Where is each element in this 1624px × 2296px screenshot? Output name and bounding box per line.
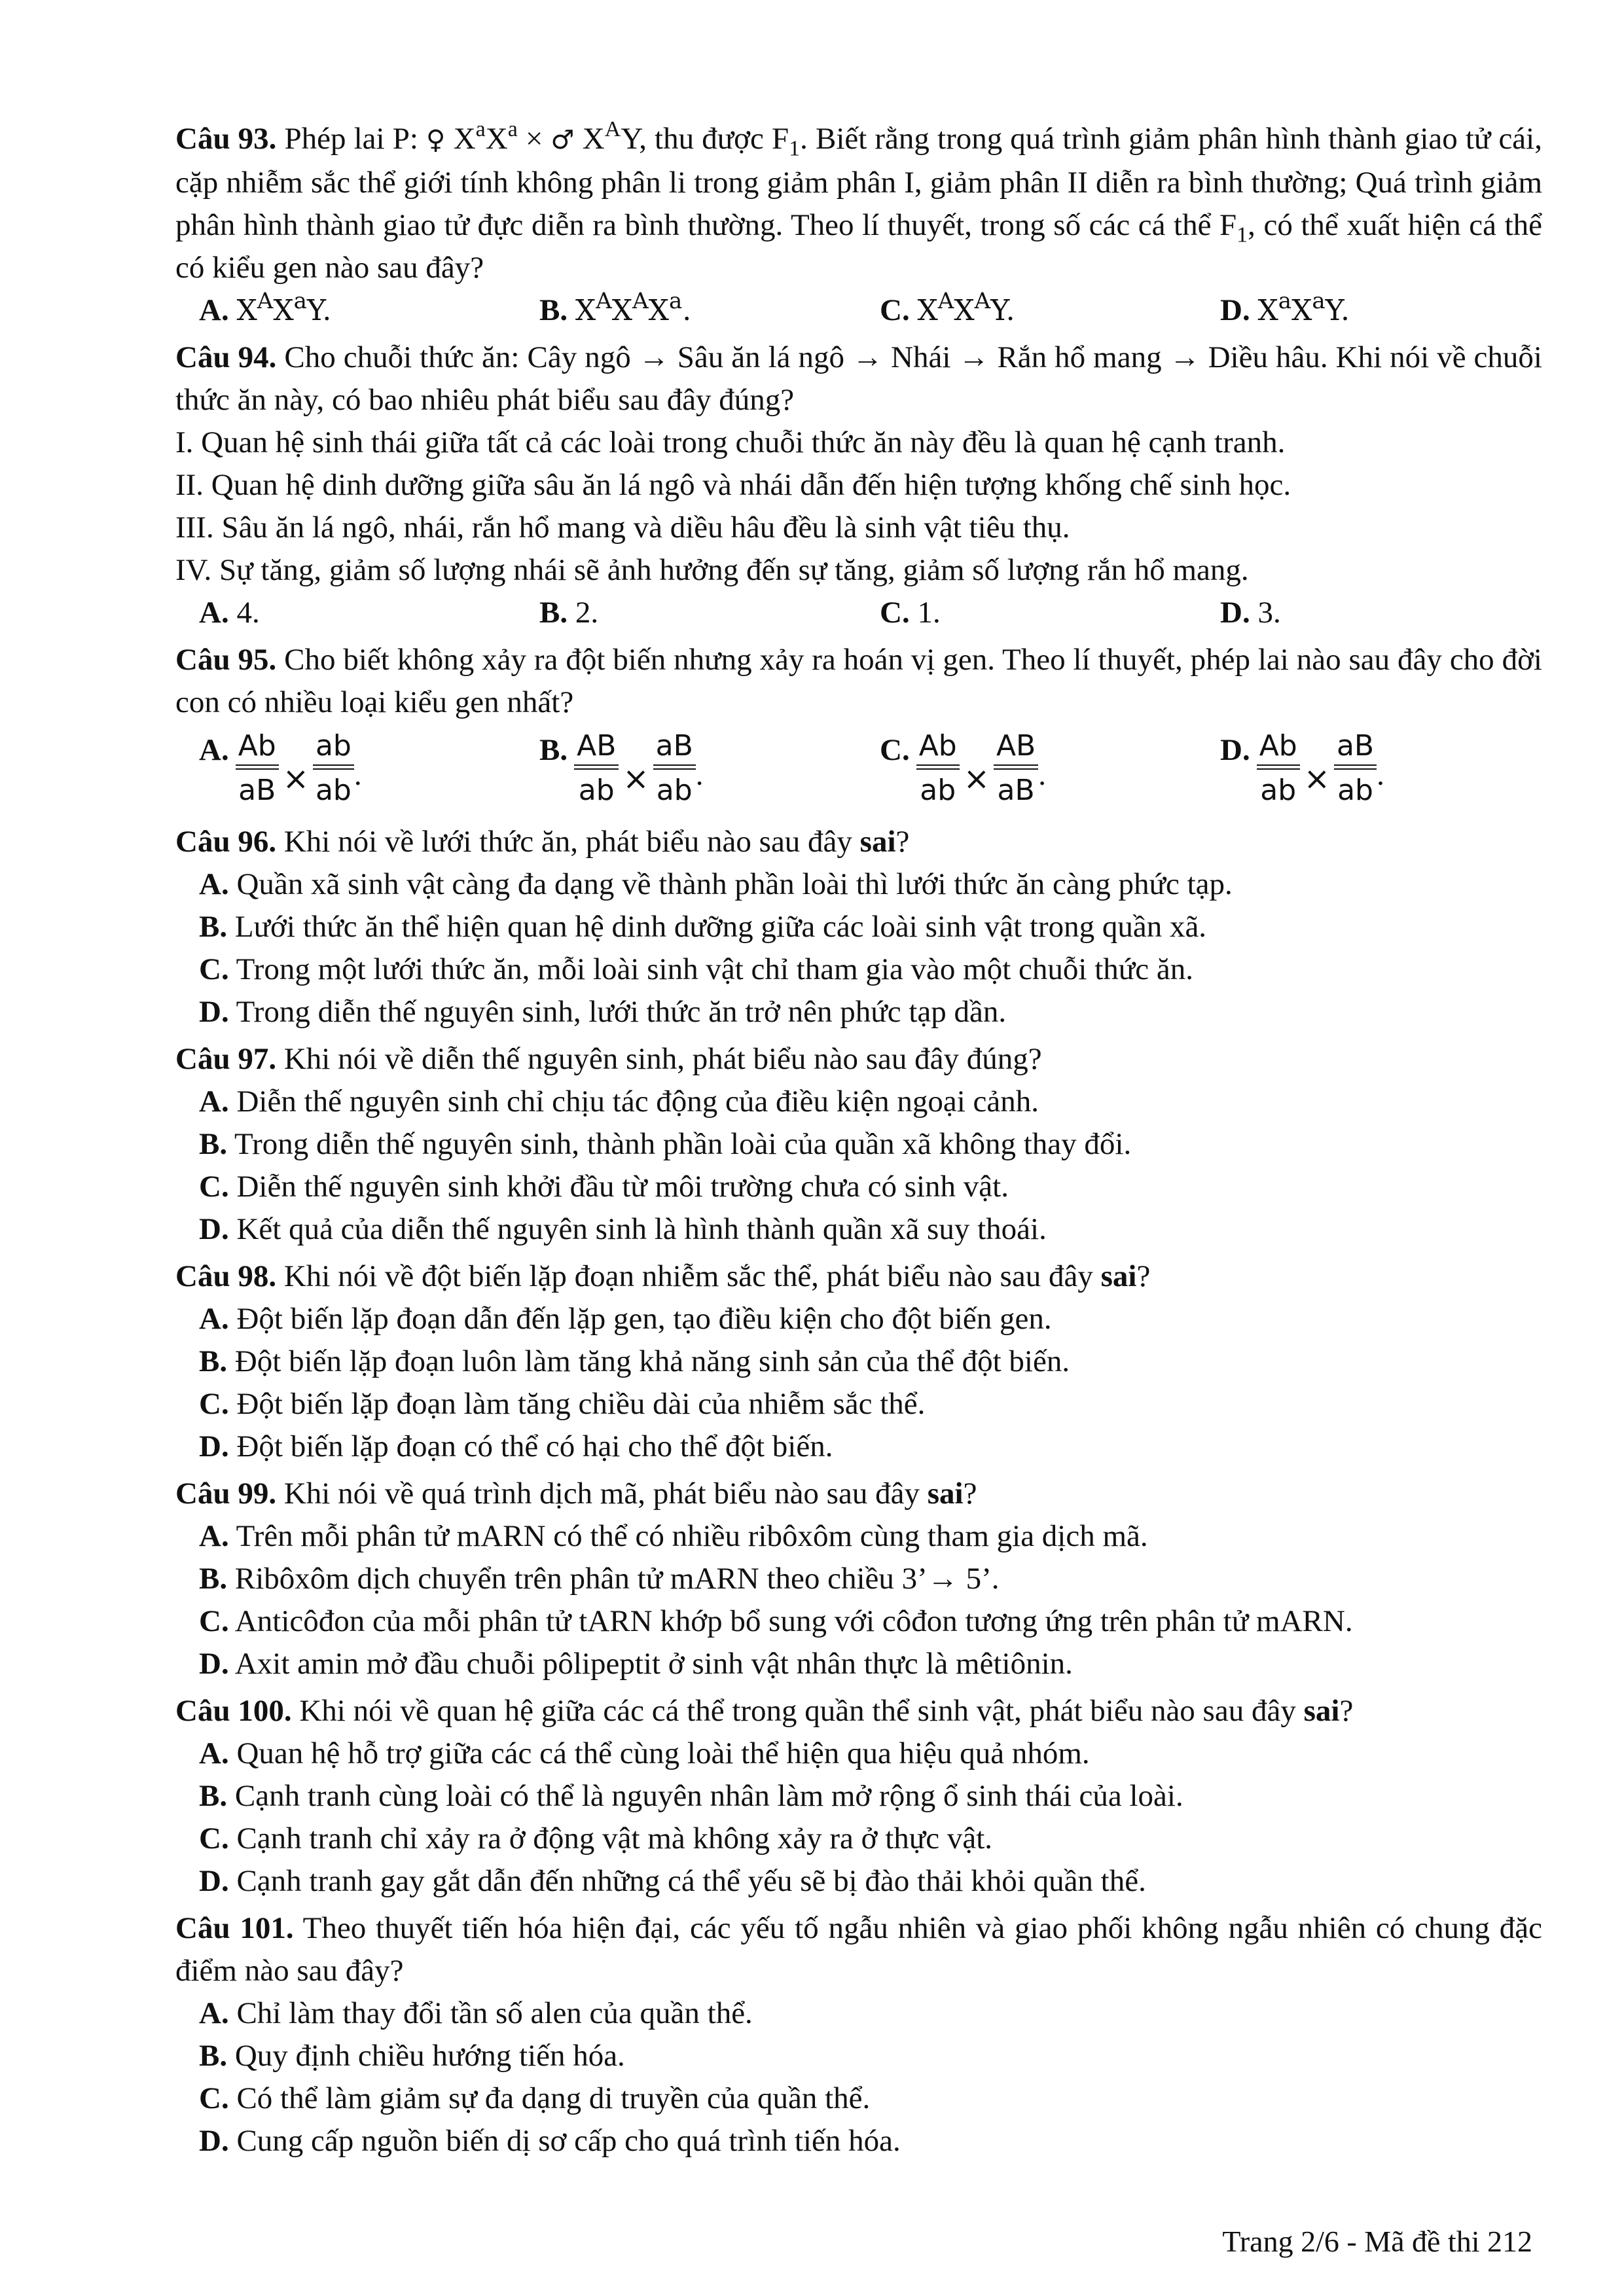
question-label: Câu 100. xyxy=(175,1694,292,1728)
option-d[interactable]: D. Cạnh tranh gay gắt dẫn đến những cá thể yếu sẽ bị đào thải khỏi quần thể. xyxy=(199,1864,1146,1898)
option-c[interactable]: C. $X^AX^AY$. xyxy=(880,288,1015,327)
question-95-stem: Câu 95. Cho biết không xảy ra đột biến nhưng xảy ra hoán vị gen. Theo lí thuyết, phép lai nào sau đây cho đời con có nhiều loại kiểu gen nhất? xyxy=(175,643,1542,719)
option-d[interactable]: D. Trong diễn thế nguyên sinh, lưới thức ăn trở nên phức tạp dần. xyxy=(199,995,1007,1029)
option-b[interactable]: B. Trong diễn thế nguyên sinh, thành phần loài của quần xã không thay đổi. xyxy=(199,1127,1132,1161)
option-c[interactable]: C. 1. xyxy=(880,596,941,630)
question-101 xyxy=(175,1907,1542,2162)
option-c[interactable]: C. Có thể làm giảm sự đa dạng di truyền của quần thể. xyxy=(199,2081,871,2115)
male-symbol: ♂ xyxy=(550,125,575,155)
question-94-stem: Câu 94. Cho chuỗi thức ăn: Cây ngô → Sâu ăn lá ngô → Nhái → Rắn hổ mang → Diều hâu. Khi nói về chuỗi thức ăn này, có bao nhiêu phát biểu sau đây đúng? xyxy=(175,340,1542,417)
genotype-fraction: $\frac{aB}{ab}$ xyxy=(653,728,696,809)
question-label: Câu 96. xyxy=(175,825,277,859)
question-93-stem: Câu 93. Phép lai P: ♀ $X^aX^a$ × ♂ $X^AY$, thu được $F_1$. Biết rằng trong quá trình giảm phân hình thành giao tử cái, cặp nhiễm sắc thể giới tính không phân li trong giảm phân I, giảm phân II diễn ra bình thường; Quá trình giảm phân hình thành giao tử đực diễn ra bình thường. Theo lí thuyết, trong số các cá thể $F_1$, có thể xuất hiện cá thể có kiểu gen nào sau đây? xyxy=(175,117,1542,285)
genotype-fraction: $\frac{AB}{aB}$ xyxy=(994,728,1038,809)
question-label: Câu 94. xyxy=(175,340,277,374)
question-96 xyxy=(175,821,1542,1033)
option-d[interactable]: D. Cung cấp nguồn biến dị sơ cấp cho quá trình tiến hóa. xyxy=(199,2124,901,2158)
option-d[interactable]: D. Kết quả của diễn thế nguyên sinh là hình thành quần xã suy thoái. xyxy=(199,1212,1047,1246)
question-label: Câu 99. xyxy=(175,1477,277,1511)
question-label: Câu 101. xyxy=(175,1911,294,1945)
question-93-options xyxy=(175,289,1542,332)
genotype-fraction: $\frac{Ab}{ab}$ xyxy=(1257,728,1300,809)
question-97 xyxy=(175,1038,1542,1251)
option-a[interactable]: A. Quan hệ hỗ trợ giữa các cá thể cùng loài thể hiện qua hiệu quả nhóm. xyxy=(199,1736,1090,1770)
option-b[interactable]: B. Đột biến lặp đoạn luôn làm tăng khả năng sinh sản của thể đột biến. xyxy=(199,1344,1070,1378)
option-a[interactable]: A. Chỉ làm thay đổi tần số alen của quần thể. xyxy=(199,1996,753,2030)
question-99-stem: Câu 99. Khi nói về quá trình dịch mã, phát biểu nào sau đây sai? xyxy=(175,1477,977,1511)
exam-page xyxy=(175,118,1542,2167)
option-b[interactable]: B. $\frac{AB}{ab}$ × $\frac{aB}{ab}$ . xyxy=(539,728,880,809)
statement-4: IV. Sự tăng, giảm số lượng nhái sẽ ảnh hưởng đến sự tăng, giảm số lượng rắn hổ mang. xyxy=(175,553,1249,587)
option-a[interactable]: A. Quần xã sinh vật càng đa dạng về thành phần loài thì lưới thức ăn càng phức tạp. xyxy=(199,867,1233,901)
option-b[interactable]: B. Cạnh tranh cùng loài có thể là nguyên nhân làm mở rộng ổ sinh thái của loài. xyxy=(199,1779,1183,1813)
question-label: Câu 95. xyxy=(175,643,277,677)
genotype-fraction: $\frac{Ab}{aB}$ xyxy=(236,728,279,809)
option-d[interactable]: D. 3. xyxy=(1220,596,1281,630)
question-label: Câu 97. xyxy=(175,1042,277,1076)
question-100-stem: Câu 100. Khi nói về quan hệ giữa các cá thể trong quần thể sinh vật, phát biểu nào sau đây sai? xyxy=(175,1694,1354,1728)
question-label: Câu 93. xyxy=(175,122,277,156)
question-100 xyxy=(175,1690,1542,1903)
option-c[interactable]: C. Trong một lưới thức ăn, mỗi loài sinh vật chỉ tham gia vào một chuỗi thức ăn. xyxy=(199,952,1193,986)
option-a[interactable]: A. $X^AX^aY$. xyxy=(199,288,332,327)
option-c[interactable]: C. Diễn thế nguyên sinh khởi đầu từ môi trường chưa có sinh vật. xyxy=(199,1170,1009,1204)
option-c[interactable]: C. Cạnh tranh chỉ xảy ra ở động vật mà không xảy ra ở thực vật. xyxy=(199,1821,993,1856)
option-b[interactable]: B. Lưới thức ăn thể hiện quan hệ dinh dưỡng giữa các loài sinh vật trong quần xã. xyxy=(199,910,1207,944)
page-footer: Trang 2/6 - Mã đề thi 212 xyxy=(1222,2225,1532,2258)
option-a[interactable]: A. Diễn thế nguyên sinh chỉ chịu tác động của điều kiện ngoại cảnh. xyxy=(199,1085,1039,1119)
option-d[interactable]: D. $X^aX^aY$. xyxy=(1220,288,1350,327)
question-99 xyxy=(175,1473,1542,1685)
question-93 xyxy=(175,118,1542,332)
option-b[interactable]: B. Ribôxôm dịch chuyển trên phân tử mARN theo chiều 3’→ 5’. xyxy=(199,1562,1000,1596)
option-a[interactable]: A. 4. xyxy=(199,596,260,630)
option-b[interactable]: B. $X^AX^AX^a$. xyxy=(539,288,692,327)
question-94 xyxy=(175,336,1542,634)
option-b[interactable]: B. 2. xyxy=(539,596,599,630)
question-95 xyxy=(175,639,1542,813)
statement-3: III. Sâu ăn lá ngô, nhái, rắn hổ mang và diều hâu đều là sinh vật tiêu thụ. xyxy=(175,511,1070,545)
genotype-fraction: $\frac{Ab}{ab}$ xyxy=(916,728,960,809)
option-a[interactable]: A. $\frac{Ab}{aB}$ × $\frac{ab}{ab}$ . xyxy=(199,728,539,809)
option-d[interactable]: D. $\frac{Ab}{ab}$ × $\frac{aB}{ab}$ . xyxy=(1220,728,1561,809)
question-98-stem: Câu 98. Khi nói về đột biến lặp đoạn nhiễm sắc thể, phát biểu nào sau đây sai? xyxy=(175,1259,1151,1293)
option-c[interactable]: C. $\frac{Ab}{ab}$ × $\frac{AB}{aB}$ . xyxy=(880,728,1220,809)
question-96-stem: Câu 96. Khi nói về lưới thức ăn, phát biểu nào sau đây sai? xyxy=(175,825,910,859)
option-a[interactable]: A. Trên mỗi phân tử mARN có thể có nhiều ribôxôm cùng tham gia dịch mã. xyxy=(199,1519,1148,1553)
question-label: Câu 98. xyxy=(175,1259,277,1293)
question-97-stem: Câu 97. Khi nói về diễn thế nguyên sinh, phát biểu nào sau đây đúng? xyxy=(175,1042,1042,1076)
option-a[interactable]: A. Đột biến lặp đoạn dẫn đến lặp gen, tạo điều kiện cho đột biến gen. xyxy=(199,1302,1052,1336)
genotype-fraction: $\frac{ab}{ab}$ xyxy=(313,728,354,809)
option-d[interactable]: D. Đột biến lặp đoạn có thể có hại cho thể đột biến. xyxy=(199,1429,833,1463)
question-95-options xyxy=(175,728,1542,813)
option-c[interactable]: C. Anticôđon của mỗi phân tử tARN khớp bổ sung với côđon tương ứng trên phân tử mARN. xyxy=(199,1604,1353,1638)
option-d[interactable]: D. Axit amin mở đầu chuỗi pôlipeptit ở sinh vật nhân thực là mêtiônin. xyxy=(199,1647,1073,1681)
question-94-options xyxy=(175,592,1542,634)
genotype-fraction: $\frac{AB}{ab}$ xyxy=(574,728,619,809)
statement-1: I. Quan hệ sinh thái giữa tất cả các loài trong chuỗi thức ăn này đều là quan hệ cạnh tranh. xyxy=(175,425,1286,459)
statement-2: II. Quan hệ dinh dưỡng giữa sâu ăn lá ngô và nhái dẫn đến hiện tượng khống chế sinh học. xyxy=(175,468,1291,502)
question-101-stem: Câu 101. Theo thuyết tiến hóa hiện đại, các yếu tố ngẫu nhiên và giao phối không ngẫu nhiên có chung đặc điểm nào sau đây? xyxy=(175,1911,1542,1988)
question-98 xyxy=(175,1255,1542,1468)
option-b[interactable]: B. Quy định chiều hướng tiến hóa. xyxy=(199,2039,625,2073)
genotype-fraction: $\frac{aB}{ab}$ xyxy=(1334,728,1377,809)
female-symbol: ♀ xyxy=(425,125,446,155)
option-c[interactable]: C. Đột biến lặp đoạn làm tăng chiều dài của nhiễm sắc thể. xyxy=(199,1387,926,1421)
